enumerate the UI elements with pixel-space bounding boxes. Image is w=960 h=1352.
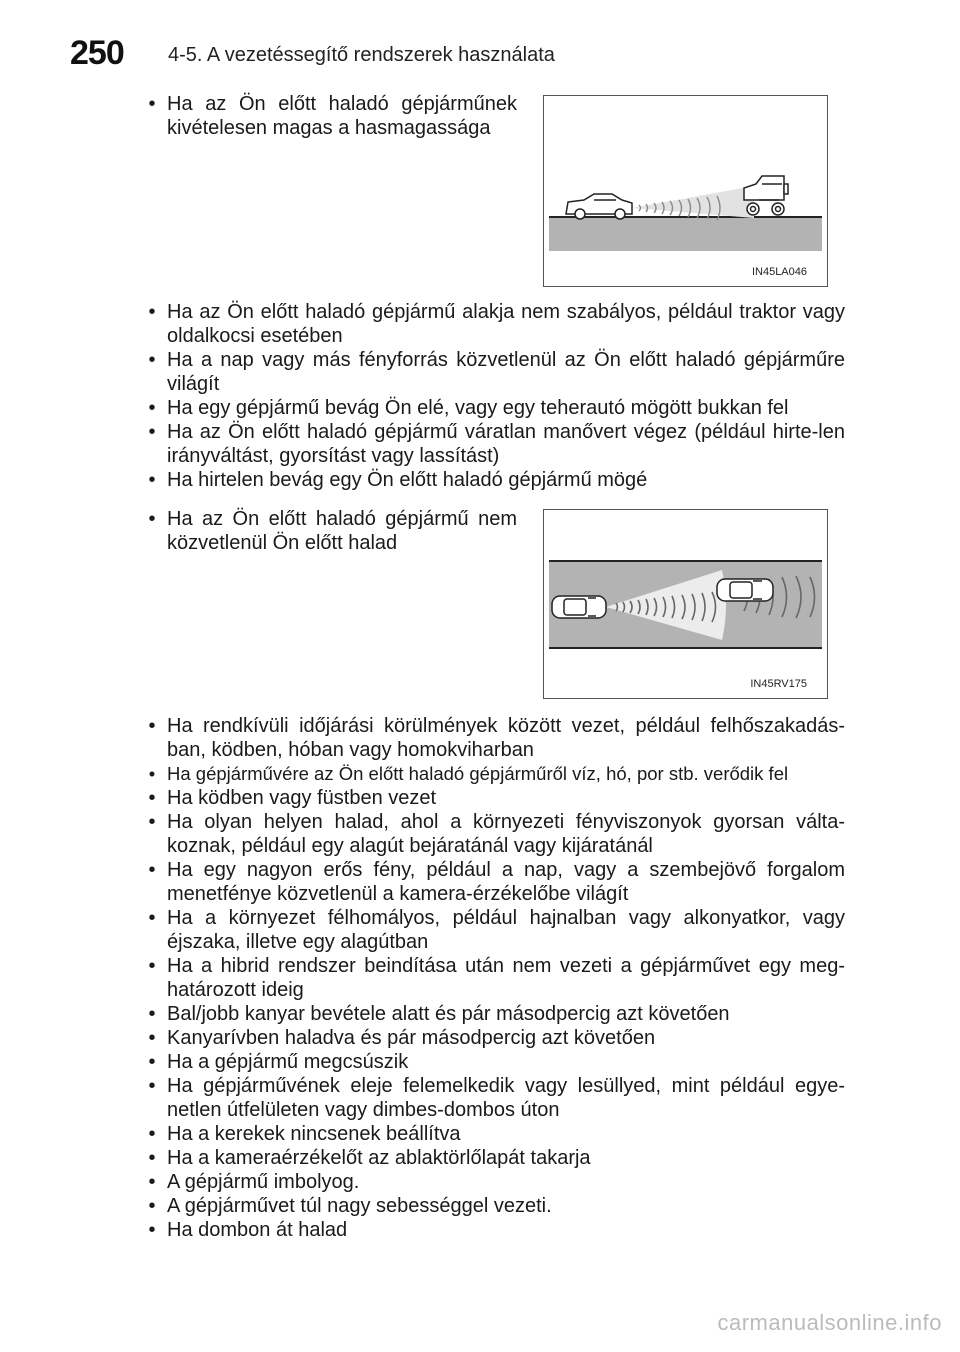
bullet-glyph: • [148, 715, 156, 737]
bullet-glyph: • [148, 421, 156, 443]
list-item [145, 507, 517, 555]
bullet-glyph: • [148, 1027, 156, 1049]
figure-2-illustration [544, 510, 829, 700]
list-item-text: Ha az Ön előtt haladó gépjármű nem közvetlenül Ön előtt halad [167, 508, 517, 554]
bullet-glyph: • [148, 1075, 156, 1097]
figure-high-clearance-vehicle [543, 95, 828, 287]
figure-1-illustration [544, 96, 829, 288]
list-item [145, 1002, 845, 1026]
list-item [145, 1122, 845, 1146]
list-item [145, 348, 845, 396]
sensor-beam [632, 186, 754, 218]
list-item [145, 92, 517, 140]
list-item-text: Ha a hibrid rendszer beindítása után nem vezeti a gépjárművet egy meg-határozott ideig [167, 955, 845, 1001]
bullet-glyph: • [148, 301, 156, 323]
bullet-glyph: • [148, 93, 156, 115]
bullet-list-1 [145, 92, 517, 140]
list-item-text: A gépjármű imbolyog. [167, 1171, 360, 1193]
bullet-glyph: • [148, 763, 156, 784]
list-item [145, 1026, 845, 1050]
list-item [145, 1050, 845, 1074]
list-item [145, 300, 845, 348]
own-car-icon [566, 194, 632, 219]
list-item [145, 468, 845, 492]
list-item-text: Ha az Ön előtt haladó gépjármű alakja nem szabályos, például traktor vagy oldalkocsi esetében [167, 301, 845, 347]
list-item [145, 906, 845, 954]
list-item [145, 858, 845, 906]
list-item-text: Ha egy nagyon erős fény, például a nap, vagy a szembejövő forgalom menetfénye közvetlenül a kamera-érzékelőbe világít [167, 859, 845, 905]
bullet-glyph: • [148, 811, 156, 833]
list-item [145, 1218, 845, 1242]
bullet-glyph: • [148, 508, 156, 530]
figure-offset-vehicle [543, 509, 828, 699]
list-item-text: Ha olyan helyen halad, ahol a környezeti fényviszonyok gyorsan válta-koznak, például egy alagút bejáratánál vagy kijáratánál [167, 811, 845, 857]
watermark: carmanualsonline.info [717, 1310, 942, 1335]
list-item-text: Bal/jobb kanyar bevétele alatt és pár másodpercig azt követően [167, 1003, 730, 1025]
list-item-text: Kanyarívben haladva és pár másodpercig azt követően [167, 1027, 656, 1049]
page-number: 250 [70, 34, 124, 72]
list-item [145, 786, 845, 810]
own-car-icon [552, 596, 606, 618]
leading-car-icon [717, 579, 773, 601]
list-item-text: Ha a kameraérzékelőt az ablaktörlőlapát takarja [167, 1147, 591, 1169]
bullet-glyph: • [148, 1003, 156, 1025]
list-item-text: Ha gépjárművének eleje felemelkedik vagy lesüllyed, mint például egye-netlen útfelületen vagy dimbes-dombos úton [167, 1075, 845, 1121]
list-item [145, 396, 845, 420]
list-item-text: Ha a környezet félhomályos, például hajnalban vagy alkonyatkor, vagy éjszaka, illetve egy alagútban [167, 907, 845, 953]
list-item-text: Ha egy gépjármű bevág Ön elé, vagy egy teherautó mögött bukkan fel [167, 397, 789, 419]
bullet-glyph: • [148, 1051, 156, 1073]
list-item [145, 954, 845, 1002]
list-item [145, 762, 845, 786]
bullet-glyph: • [148, 1147, 156, 1169]
bullet-glyph: • [148, 469, 156, 491]
list-item [145, 1146, 845, 1170]
bullet-list-4 [145, 714, 845, 1242]
bullet-glyph: • [148, 1195, 156, 1217]
bullet-list-2 [145, 300, 845, 492]
list-item [145, 714, 845, 762]
list-item-text: Ha a kerekek nincsenek beállítva [167, 1123, 461, 1145]
road-surface [549, 217, 822, 251]
list-item-text: Ha az Ön előtt haladó gépjármű váratlan manővert végez (például hirte-len irányváltást, gyorsítást vagy lassítást) [167, 421, 845, 467]
list-item [145, 420, 845, 468]
bullet-glyph: • [148, 859, 156, 881]
list-item-text: Ha ködben vagy füstben vezet [167, 787, 437, 809]
list-item [145, 1170, 845, 1194]
bullet-list-3 [145, 507, 517, 555]
list-item-text: Ha hirtelen bevág egy Ön előtt haladó gépjármű mögé [167, 469, 648, 491]
bullet-glyph: • [148, 397, 156, 419]
section-title: 4-5. A vezetéssegítő rendszerek használata [168, 44, 555, 66]
list-item-text: Ha a nap vagy más fényforrás közvetlenül az Ön előtt haladó gépjárműre világít [167, 349, 845, 395]
list-item [145, 810, 845, 858]
list-item-text: Ha az Ön előtt haladó gépjárműnek kivételesen magas a hasmagassága [167, 93, 517, 139]
bullet-glyph: • [148, 1219, 156, 1241]
bullet-glyph: • [148, 1171, 156, 1193]
bullet-glyph: • [148, 907, 156, 929]
bullet-glyph: • [148, 955, 156, 977]
bullet-glyph: • [148, 1123, 156, 1145]
list-item-text: A gépjárművet túl nagy sebességgel vezeti. [167, 1195, 552, 1217]
figure-code: IN45LA046 [751, 266, 807, 278]
list-item-text: Ha dombon át halad [167, 1219, 348, 1241]
high-vehicle-icon [744, 176, 788, 215]
list-item-text: Ha gépjárművére az Ön előtt haladó gépjárműről víz, hó, por stb. verődik fel [167, 763, 789, 784]
list-item-text: Ha a gépjármű megcsúszik [167, 1051, 409, 1073]
figure-code: IN45RV175 [750, 678, 807, 690]
list-item [145, 1194, 845, 1218]
bullet-glyph: • [148, 349, 156, 371]
list-item-text: Ha rendkívüli időjárási körülmények között vezet, például felhőszakadás-ban, ködben, hóban vagy homokviharban [167, 715, 845, 761]
list-item [145, 1074, 845, 1122]
bullet-glyph: • [148, 787, 156, 809]
